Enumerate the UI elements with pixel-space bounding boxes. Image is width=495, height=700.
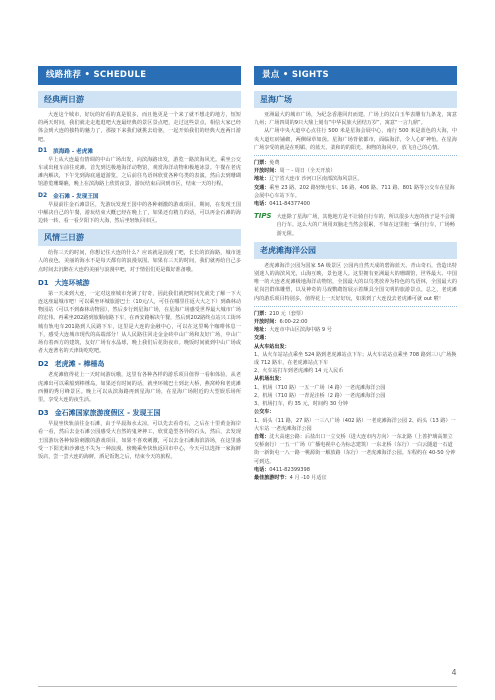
day2-heading <box>38 192 241 200</box>
xinghai-address: 地址：辽宁省大连市 沙河口区南部滨海风景区。 <box>254 176 363 183</box>
from-station-2: 2、火车站打车到老虎滩约 14 元人民币 <box>254 368 344 375</box>
xinghai-para1: 亚洲最大的城市广场，为纪念香港回归而建。广场上的汉白玉华表雕有九条龙，寓意九州；广场四周的9只大鼎上刻有“中华民族大团结万岁”，寓意“一言九鼎”。 <box>254 112 457 127</box>
section-title-two-day: 经典两日游 <box>38 91 241 108</box>
day1-heading <box>38 147 241 155</box>
tiger-phone: 电话：0411-82399398 <box>254 466 311 473</box>
route1-heading <box>38 278 241 288</box>
day1-title: 滨海路 - 老虎滩 <box>53 148 93 155</box>
route3-text: 早晨坐快轨前往金石滩，由于早晨海水太凉，可以先去看奇石，之后在十里黄金海岸看一看，然后去金石滩公园感受大自然的鬼斧神工，欣赏造型各异的石头，然后，去发现王国游玩各种惊险刺激的游戏项目，如果不喜欢刺激，可以去金石滩海滨浴场，在这里感受一下阳光和沙滩也不失为一种浪漫。傍晚乘坐快轨返回市中心，今天可以选择一家海鲜饭店，尝一尝大连的海鲜，酒足饭饱之后，结束今天的旅程。 <box>38 421 241 461</box>
from-station-1: 1、从火车站站点乘坐 524 路到老虎滩站点下车；从火车站站点乘坐 708 路到三八广场换成 712 路车，在老虎滩站点下车 <box>254 351 457 367</box>
tips-box <box>254 212 457 238</box>
left-column <box>38 87 241 668</box>
right-column <box>254 87 457 668</box>
day2-title: 金石滩 - 发现王国 <box>53 193 99 200</box>
route1-title: 大连环城游 <box>54 278 90 287</box>
best-season: 最佳旅游时节：4 月 -10 月适宜 <box>254 474 327 481</box>
tiger-hours: 开放时间：6:00-22:00 <box>254 319 308 326</box>
section-title-tiger-beach: 老虎滩海洋公园 <box>254 242 457 259</box>
divider <box>254 306 457 307</box>
from-station-label: 从火车站出发： <box>254 343 290 350</box>
tips-text: 大连除了星海广场，其他地方是不让骑自行车的，所以很多大连的孩子是不会骑自行车。这么大的广场用双脑走当然会很累，不如在这里租一辆自行车，广场畅游无阻。 <box>276 214 455 237</box>
xinghai-ticket: 门票：免费 <box>254 160 280 167</box>
tiger-ticket: 门票：210 元（套票） <box>254 310 307 317</box>
divider <box>254 155 457 156</box>
bus-label: 公交车： <box>254 409 275 416</box>
route1-code: D1 <box>38 278 49 287</box>
section-title-xinghai: 星海广场 <box>254 91 457 108</box>
xinghai-para2: 从广场中央大道中心点往行 500 米是星海会展中心，南行 500 米是蓝色的大海，中央大道红砖铺砌，两侧绿草如茵。星海广场背依都市，面临海洋，令人心旷神怡。在星海广场享受的就是在明媚、的蓝天、柔和的的阳光、和煦的海风中，放飞自己的心情。 <box>254 128 457 151</box>
three-day-intro: 给你三天的时间，你想记住大连的什么？应该就是浪漫了吧，长长的滨海路，城市迷人的夜色，美丽的海水不是每天都有的浪漫氛围。如果有三天的时间，我们就再给自己多点时间去沉醉在大连的美丽与浪漫中吧，对于情侣们更是做好准备哦。 <box>38 250 241 273</box>
from-airport-label: 从机场出发： <box>254 376 285 383</box>
xinghai-phone: 电话：0411-84377400 <box>254 201 311 208</box>
xinghai-transport: 交通：乘坐 23 路、202 路轻轨电车、16 路、406 路、711 路、801 路等公交车在星海会展中心车站下车。 <box>254 184 455 199</box>
route2-code: D2 <box>38 360 49 369</box>
from-airport-3: 3、机场打车，约 35 元，时间约 30 分钟 <box>254 401 348 408</box>
sights-header: 景点 • SIGHTS <box>254 66 457 85</box>
day1-code: D1 <box>38 147 48 155</box>
tiger-address: 地址：大连市中山区滨海中路 9 号 <box>254 327 332 334</box>
footer-rule <box>38 686 457 687</box>
route3-title: 金石滩国家旅游度假区 - 发现王国 <box>54 409 161 418</box>
section-title-three-day: 风情三日游 <box>38 229 241 246</box>
schedule-header: 线路推荐 • SCHEDULE <box>38 66 241 85</box>
route2-text: 老虎滩值得花上一天时间游玩哦，这里有各种各样的游乐项目值得一看和体验。从老虎滩出可以乘船到棒棰岛，如果还有时间的话，就坐环城巴士到北大桥，燕窝岭和老虎滩西侧的秀月峰景区。晚上可以从滨海路再到星海广场，在星海广场附近的大型娱乐场所里，享受大连的夜生活。 <box>38 372 241 404</box>
two-day-intro: 大连这个城市，好玩的好看的真是很多，而且他更是一个来了就不想走的地方，短短的两天时间，我们就走走逛逛吧大连最经典的景区景点吧，走过这些景点，相信大家已经体会到大连的独特的魅力了，那接下来我们就挑去给驱，一起开始我们的经典大连两日游吧。 <box>38 112 241 143</box>
from-airport-2: 2、机场（710 路）一青泥洼桥（2 路）一老虎滩海洋公园 <box>254 392 386 399</box>
bus-routes: 1、码头（11 路，27 路）一三八广场（402 路）一老虎滩海洋公园 2、码头（13 路）一大车站 一老虎滩海洋公园 <box>254 417 456 432</box>
route3-code: D3 <box>38 409 49 418</box>
day2-code: D2 <box>38 192 48 200</box>
day1-text: 早上从大连最有情调的中山广场出发，向滨海路出发，游览一路滨海风光。乘坐公交车或出租车前往虎滩，首先到达极地海洋动物馆，观赏海洋动物和极地冰景。午餐在老虎滩内解决，下午先到海底通道游览，之后前往鸟语林欣赏各种鸟类的表演。然后去到珊瑚馆游览珊瑚礁，晚上在滨海路上欣赏夜景，游玩结束后回到市区，结束一天的行程。 <box>38 156 241 188</box>
route1-text: 第一天来到大连，一定对这座城市充满了好奇，因此我们就把时间先就先了解一下大连这座最城市吧！可以乘坐环城旅游巴士（10元/人，可任在哪里往返大大之下）到森林动物园站（可以不到森林动物园），然后步行到星海广场，在星海广场感受世界最大城市广场的宏伟。再乘坐202路到旅顺南路下车，在西安路解决午餐，然后到202路终点站兴工街环城有轨电车201路到人民路下车，这里是大连的金融中心，可以在这里喝个咖啡休息一下，感受大连城市现代的高端部分！从人民路往回走金金砖中山广场和友好广场，中山广场有着西方的建筑，友好广场有水晶球，晚上我们后花街夜市。晚饭时间就到中山广场或者大连著名的天津街吃吃吧。 <box>38 290 241 355</box>
page-number: 4 <box>451 668 457 677</box>
tiger-beach-para: 老虎滩海洋公园为国家 5A 级景区 公园内自然天成的碧海蓝天、青山奇石，营造出特别迷人的海滨风光，山海互映，景色迷人。这里拥有亚洲最大的珊瑚馆，世界最大、中国唯一的大连老虎滩极地海洋动物馆，全国最大的以鸟类放养为特色的鸟语林，全国最大的花岗岩群体雕塑，以及神奇的马戏鹦鹉馆展示着颇具全国文明的旅游景点。总之，老虎滩内的游乐项目特别多，值得花上一天好好玩，如果到了大连没去老虎滩可就 out 啦！ <box>254 262 457 302</box>
self-drive: 自驾：沈大高速公路：后盐出口一立交桥（进大连市内方向）一东北路（上善护璃高架立交桥南行）一五一广场（广播电视中心为标志建筑）一东北桥（东行）一白云隧道一石道街一新街屯一八一路一桃源街一解放路（东行）一老虎滩海洋公园。车程约在 40-50 分钟可到达。 <box>254 433 456 465</box>
route2-title: 老虎滩 - 棒棰岛 <box>54 360 105 369</box>
tips-tag: TIPS <box>254 212 272 221</box>
day2-text: 早晨前往金石滩景区，先游玩发现王国中的各种刺激的游戏项目，期间，在发现王国中解决自己的午餐，游玩结束大概已经在晚上了，如果还有精力的话，可以再金石滩的海边转一转，看一看夕阳下的大海，然后坐轻轨回市区。 <box>38 201 241 225</box>
route2-heading <box>38 359 241 369</box>
tiger-transport-label: 交通： <box>254 335 270 342</box>
from-airport-1: 1、机场（710 路）一五一广场（4 路）一老虎滩海洋公园 <box>254 384 386 391</box>
route3-heading <box>38 408 241 418</box>
xinghai-hours: 开放时间：周一 - 周日（全天开放） <box>254 168 336 175</box>
